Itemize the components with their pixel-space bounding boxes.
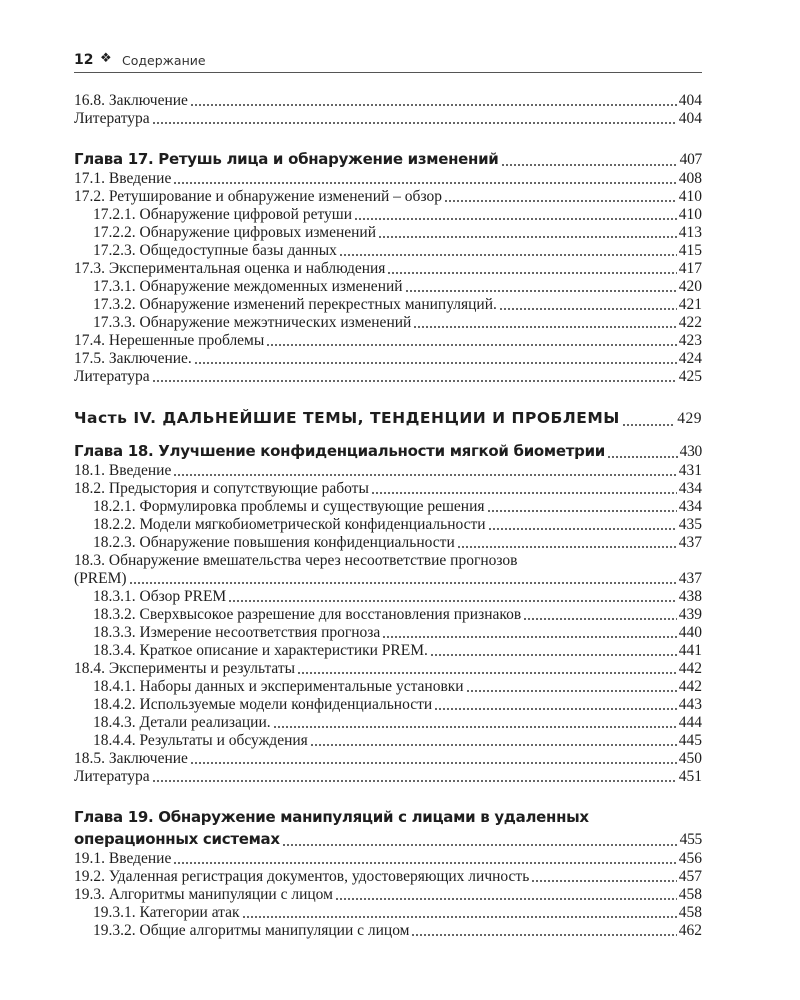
toc-entry[interactable] <box>74 750 702 768</box>
spacer <box>74 386 702 406</box>
toc-page-number: 424 <box>678 350 702 367</box>
leader-dots <box>622 424 675 426</box>
leader-dots <box>297 672 677 674</box>
toc-title: 18.3.3. Измерение несоответствия прогноза <box>93 624 381 641</box>
toc-title: 18.3.4. Краткое описание и характеристики PREM. <box>93 642 428 659</box>
toc-title: 17.3.3. Обнаружение межэтнических изменений <box>93 314 412 331</box>
page-number: 12 <box>74 52 94 68</box>
spacer <box>74 430 702 440</box>
toc-entry[interactable] <box>74 922 702 940</box>
table-of-contents <box>74 92 702 940</box>
leader-dots <box>430 654 677 656</box>
toc-chapter-heading[interactable] <box>74 440 702 462</box>
leader-dots <box>152 380 677 382</box>
toc-entry[interactable] <box>74 534 702 552</box>
toc-entry[interactable] <box>74 516 702 534</box>
toc-title-line: 18.3. Обнаружение вмешательства через несоответствие прогнозов <box>74 552 518 569</box>
toc-row <box>74 828 702 850</box>
toc-title: 18.4.2. Используемые модели конфиденциальности <box>93 696 433 713</box>
leader-dots <box>405 290 677 292</box>
leader-dots <box>190 762 677 764</box>
toc-row <box>74 714 702 732</box>
toc-page-number: 434 <box>678 480 702 497</box>
toc-title: 17.3. Экспериментальная оценка и наблюдения <box>74 260 386 277</box>
toc-entry[interactable] <box>74 110 702 128</box>
toc-title: 18.5. Заключение <box>74 750 188 767</box>
toc-title: 17.3.2. Обнаружение изменений перекрестных манипуляций. <box>93 296 497 313</box>
toc-entry[interactable] <box>74 624 702 642</box>
leader-dots <box>173 862 676 864</box>
toc-entry[interactable] <box>74 498 702 516</box>
spacer <box>74 128 702 148</box>
toc-title: Литература <box>74 110 150 127</box>
leader-dots <box>501 164 678 166</box>
toc-page-number: 439 <box>678 606 702 623</box>
toc-entry[interactable] <box>74 206 702 224</box>
toc-row <box>74 260 702 278</box>
toc-page-number: 462 <box>678 922 702 939</box>
running-header <box>74 50 702 73</box>
toc-row <box>74 868 702 886</box>
toc-page-number: 458 <box>678 904 702 921</box>
leader-dots <box>466 690 677 692</box>
leader-dots <box>523 618 677 620</box>
running-title: Содержание <box>122 53 206 68</box>
toc-row <box>74 296 702 314</box>
toc-chapter-heading[interactable] <box>74 148 702 170</box>
spacer <box>74 786 702 806</box>
toc-page-number: 407 <box>679 151 702 168</box>
leader-dots <box>173 474 676 476</box>
leader-dots <box>413 326 676 328</box>
leader-dots <box>434 708 677 710</box>
toc-row <box>74 242 702 260</box>
toc-entry[interactable] <box>74 260 702 278</box>
toc-entry[interactable] <box>74 606 702 624</box>
toc-row <box>74 850 702 868</box>
toc-entry[interactable] <box>74 278 702 296</box>
leader-dots <box>228 600 677 602</box>
toc-row <box>74 904 702 922</box>
toc-title: 17.2.1. Обнаружение цифровой ретуши <box>93 206 353 223</box>
leader-dots <box>354 218 677 220</box>
toc-row <box>74 588 702 606</box>
toc-row <box>74 750 702 768</box>
toc-row <box>74 678 702 696</box>
toc-row <box>74 886 702 904</box>
toc-entry[interactable] <box>74 732 702 750</box>
leader-dots <box>129 582 677 584</box>
toc-title: 18.2.2. Модели мягкобиометрической конфиденциальности <box>93 516 486 533</box>
toc-entry[interactable] <box>74 696 702 714</box>
leader-dots <box>488 528 677 530</box>
toc-chapter-heading[interactable] <box>74 806 702 850</box>
toc-page-number: 429 <box>677 410 702 427</box>
toc-page-number: 441 <box>678 642 702 659</box>
toc-title: 17.2.2. Обнаружение цифровых изменений <box>93 224 377 241</box>
toc-page-number: 422 <box>678 314 702 331</box>
toc-page-number: 455 <box>679 831 702 848</box>
leader-dots <box>487 510 677 512</box>
toc-page-number: 451 <box>678 768 702 785</box>
toc-row <box>74 624 702 642</box>
toc-row <box>74 332 702 350</box>
toc-entry[interactable] <box>74 314 702 332</box>
toc-title: 18.4.1. Наборы данных и экспериментальные установки <box>93 678 464 695</box>
toc-entry[interactable] <box>74 642 702 660</box>
toc-entry[interactable] <box>74 188 702 206</box>
toc-entry[interactable] <box>74 170 702 188</box>
toc-page-number: 404 <box>678 110 702 127</box>
toc-page-number: 440 <box>678 624 702 641</box>
toc-row <box>74 206 702 224</box>
toc-page-number: 415 <box>678 242 702 259</box>
toc-row <box>74 606 702 624</box>
toc-row <box>74 768 702 786</box>
toc-row <box>74 148 702 170</box>
toc-entry[interactable] <box>74 552 702 588</box>
toc-row <box>74 696 702 714</box>
toc-title: Глава 18. Улучшение конфиденциальности мягкой биометрии <box>74 442 606 460</box>
toc-page-number: 442 <box>678 660 702 677</box>
toc-page-number: 456 <box>678 850 702 867</box>
toc-row <box>74 642 702 660</box>
toc-entry[interactable] <box>74 678 702 696</box>
toc-title: 18.3.1. Обзор PREM <box>93 588 227 605</box>
toc-row <box>74 440 702 462</box>
toc-row <box>74 224 702 242</box>
toc-title: 18.2. Предыстория и сопутствующие работы <box>74 480 369 497</box>
toc-row <box>74 278 702 296</box>
toc-title: Глава 17. Ретушь лица и обнаружение изменений <box>74 150 499 168</box>
toc-page-number: 443 <box>678 696 702 713</box>
leader-dots <box>531 880 676 882</box>
toc-title: 17.2. Ретуширование и обнаружение изменений – обзор <box>74 188 442 205</box>
leader-dots <box>499 308 677 310</box>
toc-page-number: 444 <box>678 714 702 731</box>
leader-dots <box>457 546 677 548</box>
toc-page-number: 430 <box>679 443 702 460</box>
toc-title: Литература <box>74 768 150 785</box>
toc-page-number: 437 <box>678 534 702 551</box>
toc-entry[interactable] <box>74 224 702 242</box>
leader-dots <box>266 344 676 346</box>
toc-row <box>74 732 702 750</box>
toc-row <box>74 188 702 206</box>
leader-dots <box>335 898 677 900</box>
toc-row <box>74 922 702 940</box>
toc-title: 16.8. Заключение <box>74 92 188 109</box>
toc-page-number: 457 <box>678 868 702 885</box>
toc-page-number: 417 <box>678 260 702 277</box>
toc-row <box>74 110 702 128</box>
toc-row <box>74 480 702 498</box>
ornament-icon: ❖ <box>100 51 112 66</box>
toc-entry[interactable] <box>74 850 702 868</box>
toc-page-number: 413 <box>678 224 702 241</box>
toc-title: 17.4. Нерешенные проблемы <box>74 332 265 349</box>
toc-entry[interactable] <box>74 886 702 904</box>
toc-title: 19.2. Удаленная регистрация документов, удостоверяющих личность <box>74 868 530 885</box>
leader-dots <box>282 844 678 846</box>
toc-title: 17.1. Введение <box>74 170 172 187</box>
toc-entry[interactable] <box>74 296 702 314</box>
toc-entry[interactable] <box>74 368 702 386</box>
toc-entry[interactable] <box>74 660 702 678</box>
toc-page-number: 442 <box>678 678 702 695</box>
leader-dots <box>273 726 677 728</box>
toc-page-number: 421 <box>678 296 702 313</box>
toc-title: 18.2.1. Формулировка проблемы и существующие решения <box>93 498 485 515</box>
toc-page-number: 423 <box>678 332 702 349</box>
leader-dots <box>310 744 677 746</box>
toc-page-number: 408 <box>678 170 702 187</box>
toc-title: 19.1. Введение <box>74 850 172 867</box>
toc-entry[interactable] <box>74 242 702 260</box>
toc-title: 18.4.3. Детали реализации. <box>93 714 271 731</box>
leader-dots <box>444 200 677 202</box>
toc-entry[interactable] <box>74 332 702 350</box>
leader-dots <box>411 934 676 936</box>
toc-entry[interactable] <box>74 480 702 498</box>
toc-page-number: 431 <box>678 462 702 479</box>
toc-page-number: 410 <box>678 188 702 205</box>
toc-page-number: 445 <box>678 732 702 749</box>
toc-row <box>74 368 702 386</box>
toc-title: 19.3. Алгоритмы манипуляции с лицом <box>74 886 333 903</box>
toc-page-number: 420 <box>678 278 702 295</box>
leader-dots <box>339 254 677 256</box>
toc-title: Часть IV. ДАЛЬНЕЙШИЕ ТЕМЫ, ТЕНДЕНЦИИ И ПРОБЛЕМЫ <box>74 409 620 427</box>
toc-page-number: 450 <box>678 750 702 767</box>
toc-title: (PREM) <box>74 570 127 587</box>
toc-title: 17.5. Заключение. <box>74 350 192 367</box>
toc-page-number: 435 <box>678 516 702 533</box>
toc-page-number: 438 <box>678 588 702 605</box>
leader-dots <box>190 104 677 106</box>
leader-dots <box>382 636 676 638</box>
toc-row <box>74 534 702 552</box>
leader-dots <box>378 236 677 238</box>
toc-entry[interactable] <box>74 768 702 786</box>
toc-entry[interactable] <box>74 350 702 368</box>
toc-entry[interactable] <box>74 714 702 732</box>
toc-title: 19.3.2. Общие алгоритмы манипуляции с лицом <box>93 922 410 939</box>
toc-entry[interactable] <box>74 588 702 606</box>
toc-page-number: 434 <box>678 498 702 515</box>
toc-row <box>74 170 702 188</box>
toc-title-line: Глава 19. Обнаружение манипуляций с лицами в удаленных <box>74 808 589 826</box>
toc-page-number: 458 <box>678 886 702 903</box>
toc-title: 18.3.2. Сверхвысокое разрешение для восстановления признаков <box>93 606 522 623</box>
leader-dots <box>152 122 677 124</box>
toc-title: 17.3.1. Обнаружение междоменных изменений <box>93 278 403 295</box>
toc-page-number: 437 <box>678 570 702 587</box>
toc-row <box>74 462 702 480</box>
leader-dots <box>194 362 677 364</box>
toc-title: операционных системах <box>74 830 280 848</box>
toc-row <box>74 570 702 588</box>
toc-row <box>74 406 702 430</box>
leader-dots <box>173 182 676 184</box>
toc-entry[interactable] <box>74 462 702 480</box>
toc-row <box>74 660 702 678</box>
leader-dots <box>242 916 677 918</box>
toc-row <box>74 516 702 534</box>
toc-title: 18.4.4. Результаты и обсуждения <box>93 732 308 749</box>
leader-dots <box>387 272 676 274</box>
toc-title: 19.3.1. Категории атак <box>93 904 240 921</box>
toc-title: 18.2.3. Обнаружение повышения конфиденциальности <box>93 534 455 551</box>
leader-dots <box>152 780 677 782</box>
leader-dots <box>607 456 678 458</box>
toc-title: Литература <box>74 368 150 385</box>
toc-part-heading[interactable] <box>74 406 702 430</box>
toc-row <box>74 350 702 368</box>
toc-entry[interactable] <box>74 868 702 886</box>
toc-row <box>74 498 702 516</box>
toc-entry[interactable] <box>74 92 702 110</box>
toc-title: 18.4. Эксперименты и результаты <box>74 660 296 677</box>
toc-title: 18.1. Введение <box>74 462 172 479</box>
toc-page-number: 410 <box>678 206 702 223</box>
toc-row <box>74 314 702 332</box>
toc-entry[interactable] <box>74 904 702 922</box>
leader-dots <box>371 492 677 494</box>
toc-row <box>74 92 702 110</box>
toc-page-number: 404 <box>678 92 702 109</box>
toc-page-number: 425 <box>678 368 702 385</box>
toc-title: 17.2.3. Общедоступные базы данных <box>93 242 337 259</box>
